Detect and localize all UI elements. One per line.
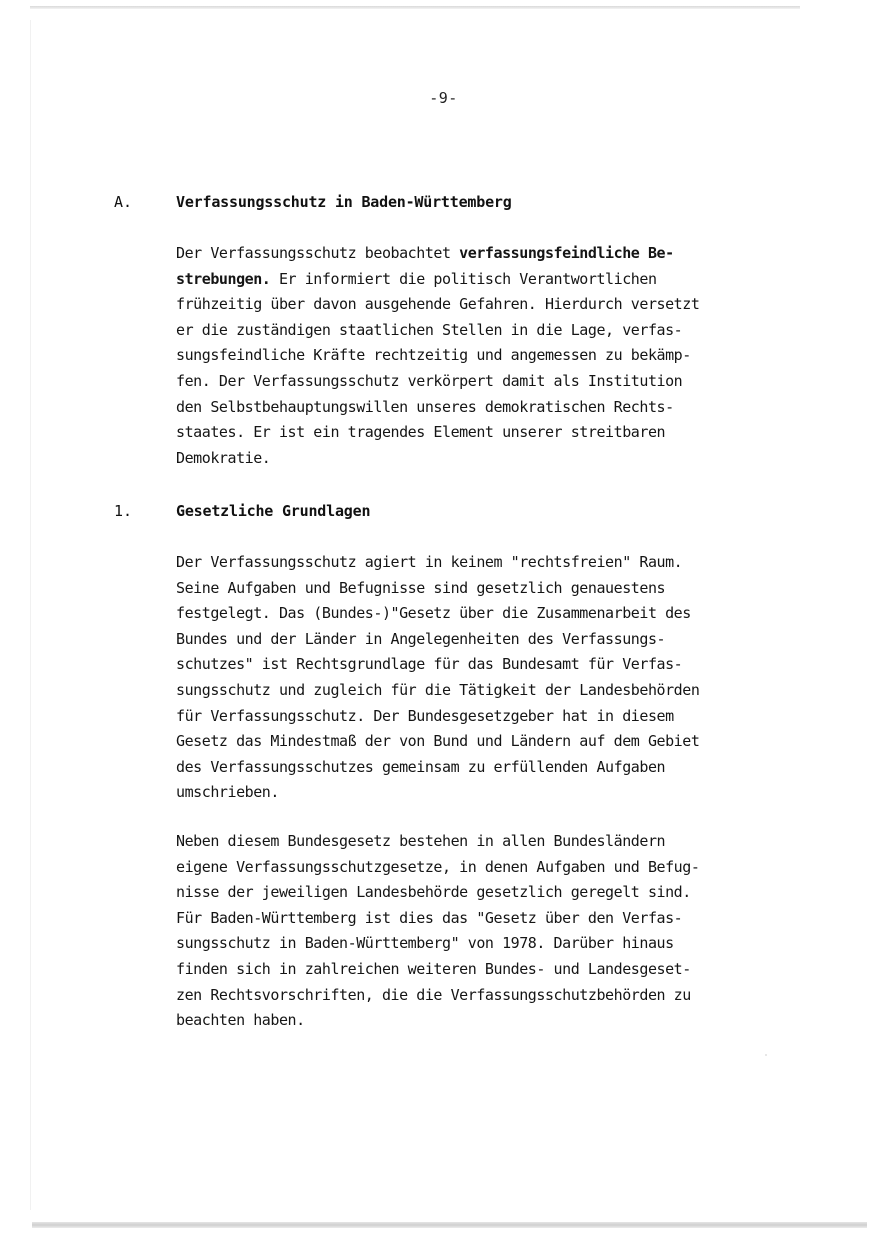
paragraph-line: umschrieben. [176,783,279,802]
section-1-title: Gesetzliche Grundlagen [176,502,371,520]
paragraph-line: den Selbstbehauptungswillen unseres demokratischen Rechts- [176,397,674,416]
paragraph-line: sungsfeindliche Kräfte rechtzeitig und angemessen zu bekämp- [176,346,691,365]
section-a-title: Verfassungsschutz in Baden-Württemberg [176,193,512,211]
paragraph-line: Für Baden-Württemberg ist dies das "Gesetz über den Verfas- [176,908,683,927]
paragraph-line: beachten haben. [176,1011,305,1030]
paragraph-line: staates. Er ist ein tragendes Element unserer streitbaren [176,423,666,442]
scan-edge-left [30,20,31,1210]
paragraph-line: Gesetz das Mindestmaß der von Bund und Ländern auf dem Gebiet [176,732,700,751]
section-1-paragraph-1 [176,550,836,806]
paragraph-line: Seine Aufgaben und Befugnisse sind gesetzlich genauestens [176,578,666,597]
paragraph-line: für Verfassungsschutz. Der Bundesgesetzgeber hat in diesem [176,706,674,725]
section-a-heading [114,193,512,211]
paragraph-line: Der Verfassungsschutz agiert in keinem "rechtsfreien" Raum. [176,553,683,571]
paragraph-line: er die zuständigen staatlichen Stellen in die Lage, verfas- [176,320,683,339]
paragraph-line: finden sich in zahlreichen weiteren Bundes- und Landesgeset- [176,959,691,978]
section-a-paragraph [176,241,836,471]
paragraph-line: sungsschutz in Baden-Württemberg" von 1978. Darüber hinaus [176,934,674,953]
paragraph-line: eigene Verfassungsschutzgesetze, in denen Aufgaben und Befug- [176,857,700,876]
paragraph-line: Demokratie. [176,448,271,467]
scan-edge-bottom [32,1222,867,1228]
paragraph-line: des Verfassungsschutzes gemeinsam zu erfüllenden Aufgaben [176,757,666,776]
section-1-heading [114,502,370,520]
paragraph-line: festgelegt. Das (Bundes-)"Gesetz über die Zusammenarbeit des [176,604,691,623]
paragraph-line: nisse der jeweiligen Landesbehörde gesetzlich geregelt sind. [176,883,691,902]
paragraph-line [176,267,836,293]
line-text: Er informiert die politisch Verantwortlichen [270,269,657,288]
section-1-number: 1. [114,502,133,520]
paragraph-line: sungsschutz und zugleich für die Tätigkeit der Landesbehörden [176,680,700,699]
paragraph-line [176,241,836,267]
emphasis-text: strebungen. [176,269,271,288]
paragraph-line: fen. Der Verfassungsschutz verkörpert damit als Institution [176,371,683,390]
paragraph-line: zen Rechtsvorschriften, die die Verfassungsschutzbehörden zu [176,985,691,1004]
scan-edge-top [30,6,800,9]
paragraph-line: Neben diesem Bundesgesetz bestehen in allen Bundesländern [176,832,666,850]
paragraph-line: schutzes" ist Rechtsgrundlage für das Bundesamt für Verfas- [176,655,683,674]
scan-speck [765,1054,767,1056]
line-text: Der Verfassungsschutz beobachtet [176,244,460,262]
section-a-number: A. [114,193,133,211]
section-1-paragraph-2 [176,829,836,1034]
paragraph-line: frühzeitig über davon ausgehende Gefahren. Hierdurch versetzt [176,295,700,314]
page-number: -9- [429,89,458,107]
emphasis-text: verfassungsfeindliche Be- [459,244,674,262]
paragraph-line: Bundes und der Länder in Angelegenheiten des Verfassungs- [176,629,666,648]
